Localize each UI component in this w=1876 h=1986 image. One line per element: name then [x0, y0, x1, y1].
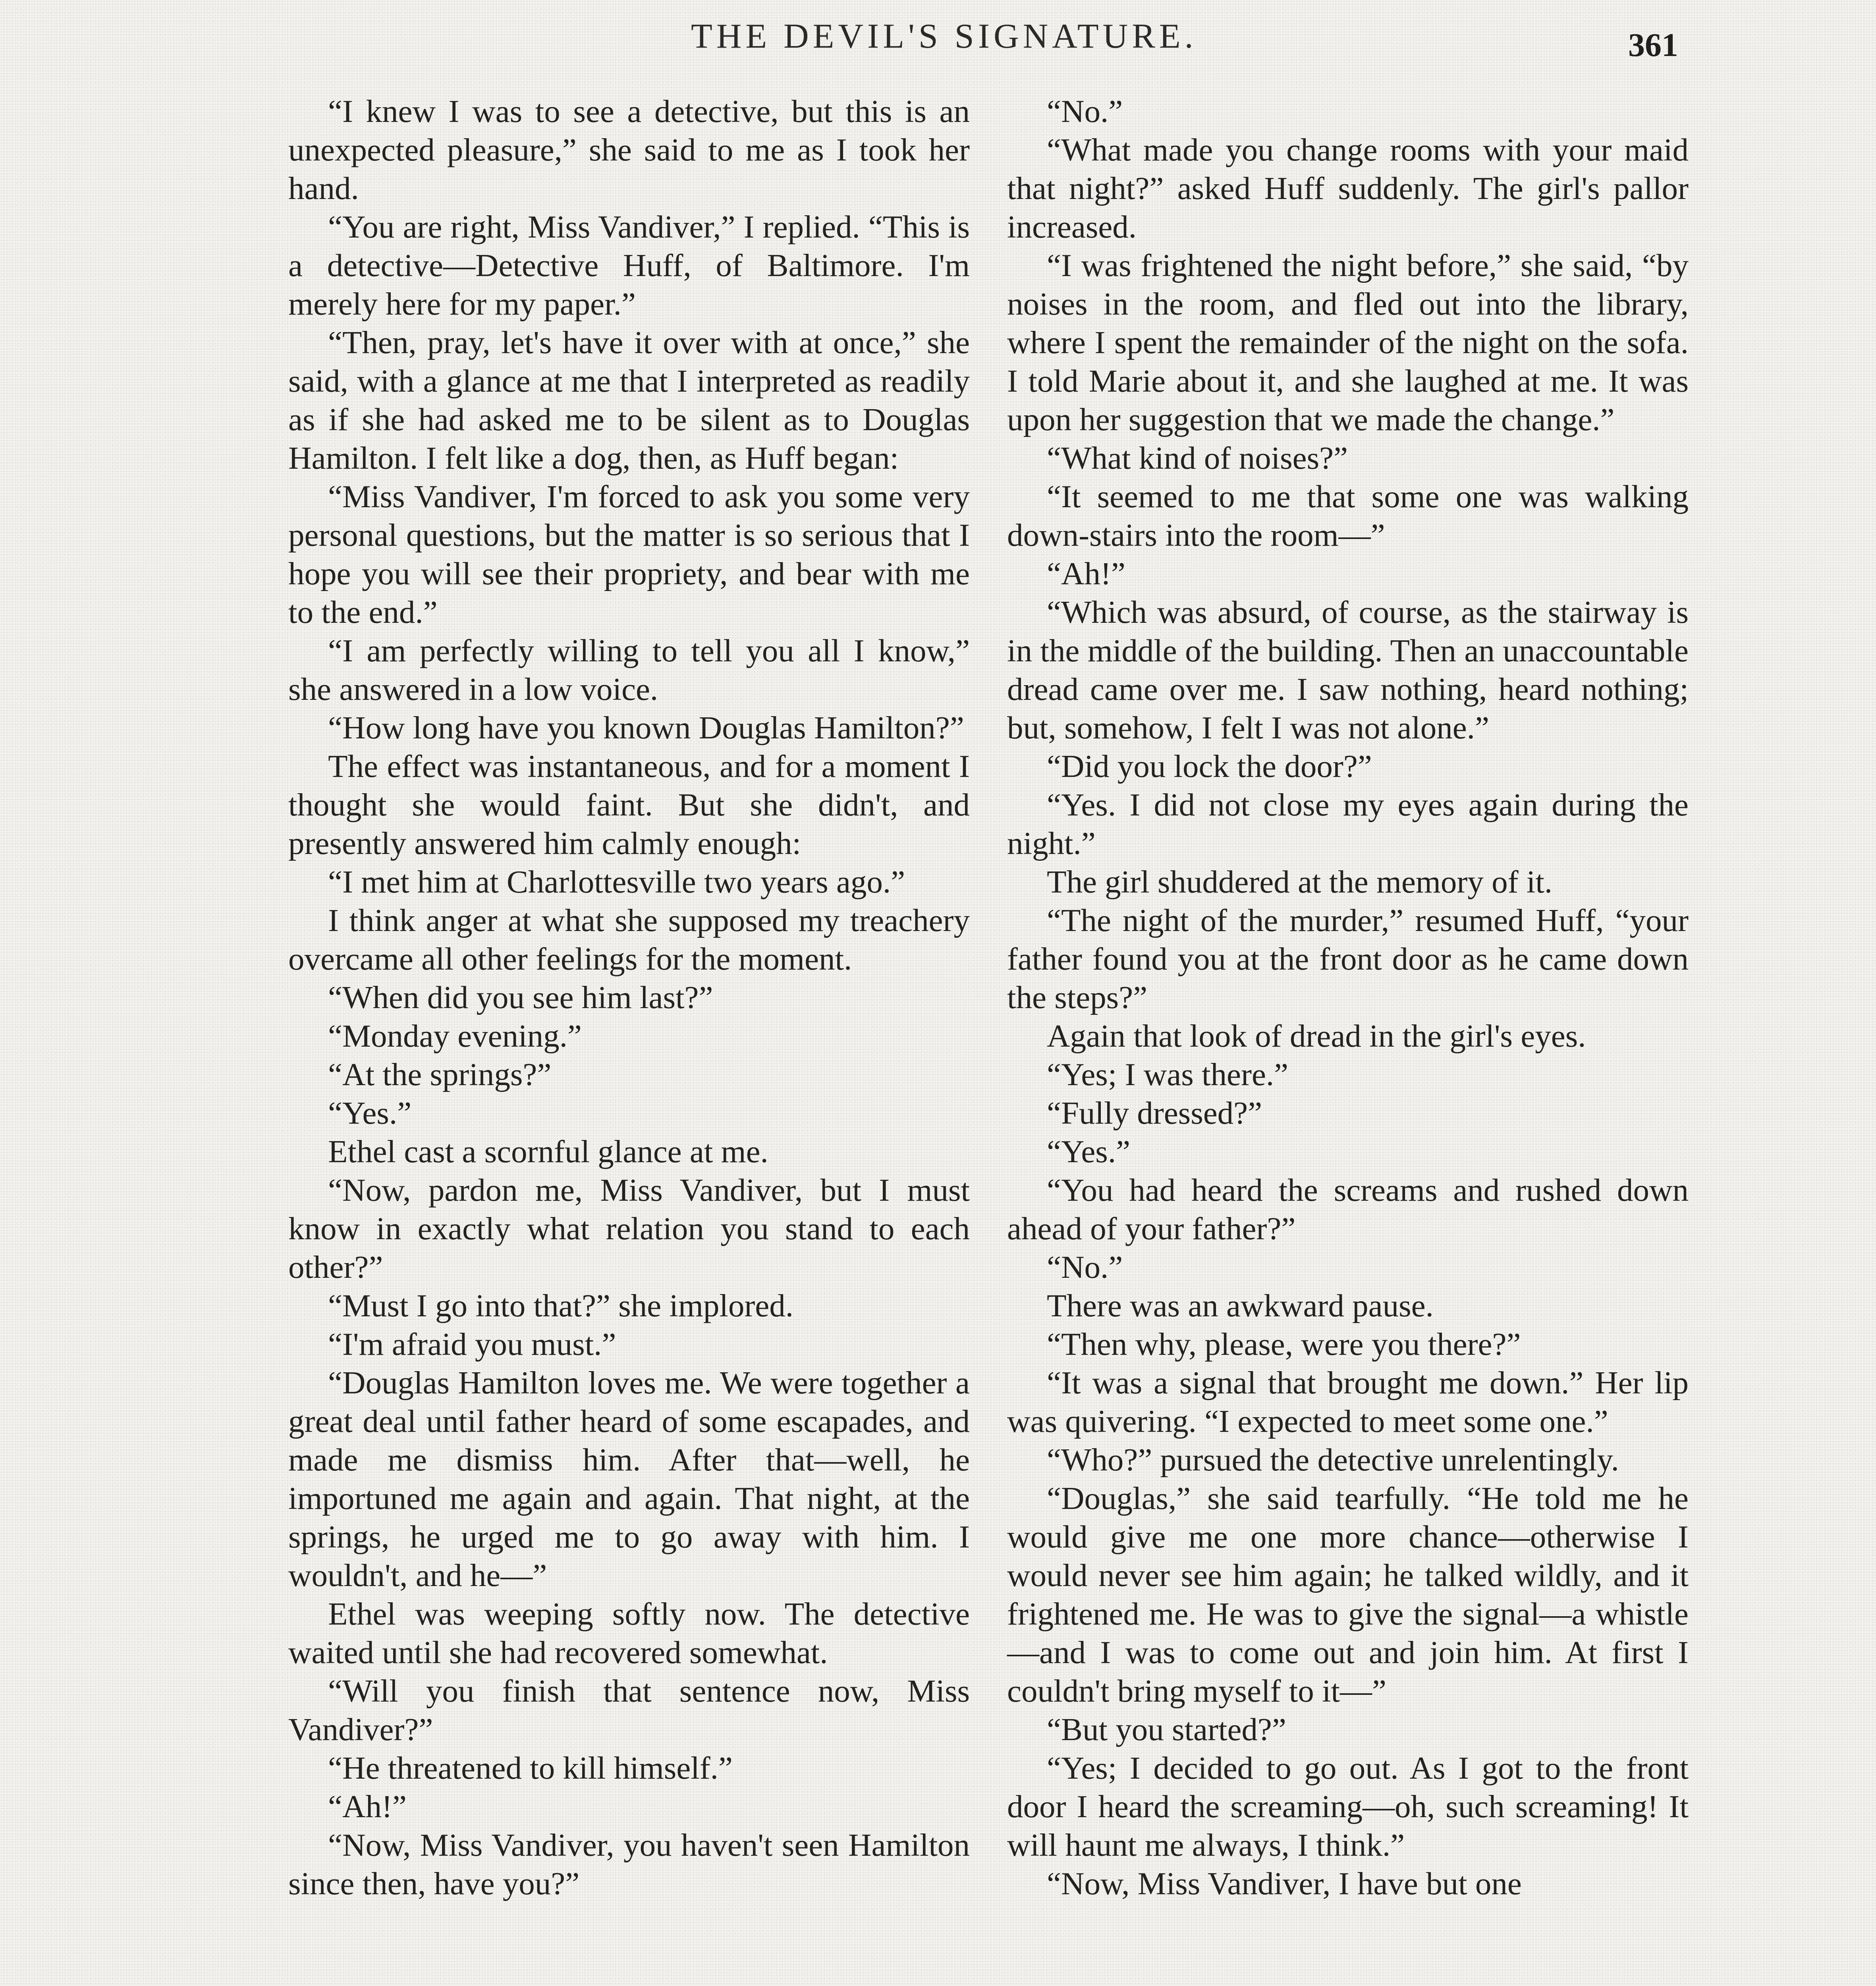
paragraph: “Must I go into that?” she implored. [328, 1288, 794, 1323]
paragraph: “Who?” pursued the detective unrelentingly. [1047, 1442, 1619, 1478]
paragraph: “I knew I was to see a detective, but this is an unexpected pleasure,” she said to me as I took her hand. [288, 93, 970, 206]
paragraph: “Did you lock the door?” [1047, 748, 1372, 784]
paragraph: “Douglas Hamilton loves me. We were together a great deal until father heard of some escapades, and made me dismiss him. After that—well, he importuned me again and again. That night, at the springs, he urged me to go away with him. I wouldn't, and he—” [288, 1365, 970, 1593]
paragraph: “I am perfectly willing to tell you all I know,” she answered in a low voice. [288, 633, 970, 707]
paragraph: “Yes; I decided to go out. As I got to the front door I heard the screaming—oh, such screaming! It will haunt me always, I think.” [1007, 1750, 1689, 1863]
paragraph: “Douglas,” she said tearfully. “He told me he would give me one more chance—otherwise I would never see him again; he talked wildly, and it frightened me. He was to give the signal—a whistle—and I was to come out and join him. At first I couldn't bring myself to it—” [1007, 1480, 1689, 1709]
paragraph: “Yes; I was there.” [1047, 1057, 1289, 1092]
paragraph: “Will you finish that sentence now, Miss Vandiver?” [288, 1673, 970, 1747]
paragraph: “Fully dressed?” [1047, 1095, 1262, 1131]
paragraph: “What made you change rooms with your maid that night?” asked Huff suddenly. The girl's pallor increased. [1007, 132, 1689, 245]
paragraph: “What kind of noises?” [1047, 440, 1348, 476]
paragraph: “Now, Miss Vandiver, you haven't seen Hamilton since then, have you?” [288, 1827, 970, 1901]
left-text-column [288, 92, 970, 1903]
paragraph: “The night of the murder,” resumed Huff, “your father found you at the front door as he came down the steps?” [1007, 902, 1689, 1015]
paragraph: The effect was instantaneous, and for a moment I thought she would faint. But she didn't, and presently answered him calmly enough: [288, 748, 970, 861]
paragraph: Ethel cast a scornful glance at me. [328, 1134, 768, 1169]
paragraph: “He threatened to kill himself.” [328, 1750, 733, 1786]
paragraph: “At the springs?” [328, 1057, 552, 1092]
paragraph: “You had heard the screams and rushed down ahead of your father?” [1007, 1172, 1689, 1246]
paragraph: “Ah!” [328, 1789, 407, 1824]
paragraph: “Yes.” [1047, 1134, 1131, 1169]
paragraph: “Now, pardon me, Miss Vandiver, but I must know in exactly what relation you stand to each other?” [288, 1172, 970, 1285]
paragraph: “Which was absurd, of course, as the stairway is in the middle of the building. Then an unaccountable dread came over me. I saw nothing, heard nothing; but, somehow, I felt I was not alone.” [1007, 594, 1689, 746]
paragraph: “It was a signal that brought me down.” Her lip was quivering. “I expected to meet some one.” [1007, 1365, 1689, 1439]
paragraph: There was an awkward pause. [1047, 1288, 1434, 1323]
paragraph: The girl shuddered at the memory of it. [1047, 864, 1553, 900]
paragraph: “Yes. I did not close my eyes again during the night.” [1007, 787, 1689, 861]
paragraph: “No.” [1047, 1249, 1123, 1285]
paragraph: “Yes.” [328, 1095, 412, 1131]
paragraph: “I'm afraid you must.” [328, 1326, 616, 1362]
paragraph: “But you started?” [1047, 1712, 1286, 1747]
paragraph: “I met him at Charlottesville two years ago.” [328, 864, 905, 900]
paragraph: “Then, pray, let's have it over with at once,” she said, with a glance at me that I interpreted as readily as if she had asked me to be silent as to Douglas Hamilton. I felt like a dog, then, as Huff began: [288, 325, 970, 476]
paragraph: “How long have you known Douglas Hamilton?” [328, 710, 964, 746]
paragraph: Ethel was weeping softly now. The detective waited until she had recovered somewhat. [288, 1596, 970, 1670]
running-head: THE DEVIL'S SIGNATURE. [691, 17, 1197, 56]
paragraph: “When did you see him last?” [328, 979, 713, 1015]
paragraph: Again that look of dread in the girl's eyes. [1047, 1018, 1586, 1054]
paragraph: “No.” [1047, 93, 1123, 129]
paragraph: I think anger at what she supposed my treachery overcame all other feelings for the moment. [288, 902, 970, 977]
paragraph: “Now, Miss Vandiver, I have but one [1047, 1866, 1522, 1901]
paragraph: “Ah!” [1047, 556, 1125, 591]
page-number: 361 [1628, 27, 1678, 64]
paragraph: “You are right, Miss Vandiver,” I replied. “This is a detective—Detective Huff, of Baltimore. I'm merely here for my paper.” [288, 209, 970, 322]
paragraph: “Monday evening.” [328, 1018, 582, 1054]
paragraph: “Then why, please, were you there?” [1047, 1326, 1521, 1362]
paragraph: “It seemed to me that some one was walking down-stairs into the room—” [1007, 479, 1689, 553]
right-text-column [1007, 92, 1689, 1903]
paragraph: “I was frightened the night before,” she said, “by noises in the room, and fled out into the library, where I spent the remainder of the night on the sofa. I told Marie about it, and she laughed at me. It was upon her suggestion that we made the change.” [1007, 247, 1689, 437]
paragraph: “Miss Vandiver, I'm forced to ask you some very personal questions, but the matter is so serious that I hope you will see their propriety, and bear with me to the end.” [288, 479, 970, 630]
